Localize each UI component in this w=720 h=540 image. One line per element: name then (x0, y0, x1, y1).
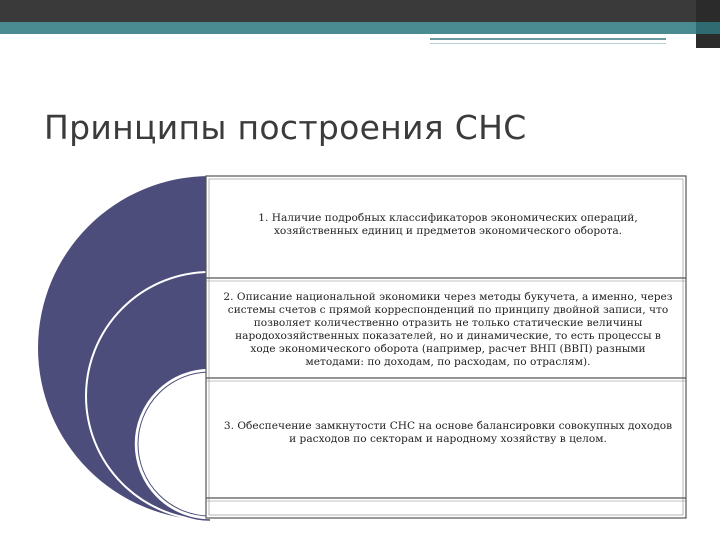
principle-item-2: 2. Описание национальной экономики через методы букучета, а именно, через системы счетов с прямой корреспонденций по принципу двойной записи, что позволяет количественно отразить не только статические величины народохозяйственных показателей, но и динамические, то есть процессы в ходе экономического оборота (например, расчет ВНП (ВВП) разными методами: по доходам, по расходам, по отраслям). (223, 291, 673, 368)
slide-title: Принципы построения СНС (44, 108, 527, 147)
principle-item-3: 3. Обеспечение замкнутости СНС на основе балансировки совокупных доходов и расходов по секторам и народному хозяйству в целом. (223, 420, 673, 445)
principle-item-1: 1. Наличие подробных классификаторов экономических операций, хозяйственных единиц и предметов экономического оборота. (258, 212, 638, 237)
